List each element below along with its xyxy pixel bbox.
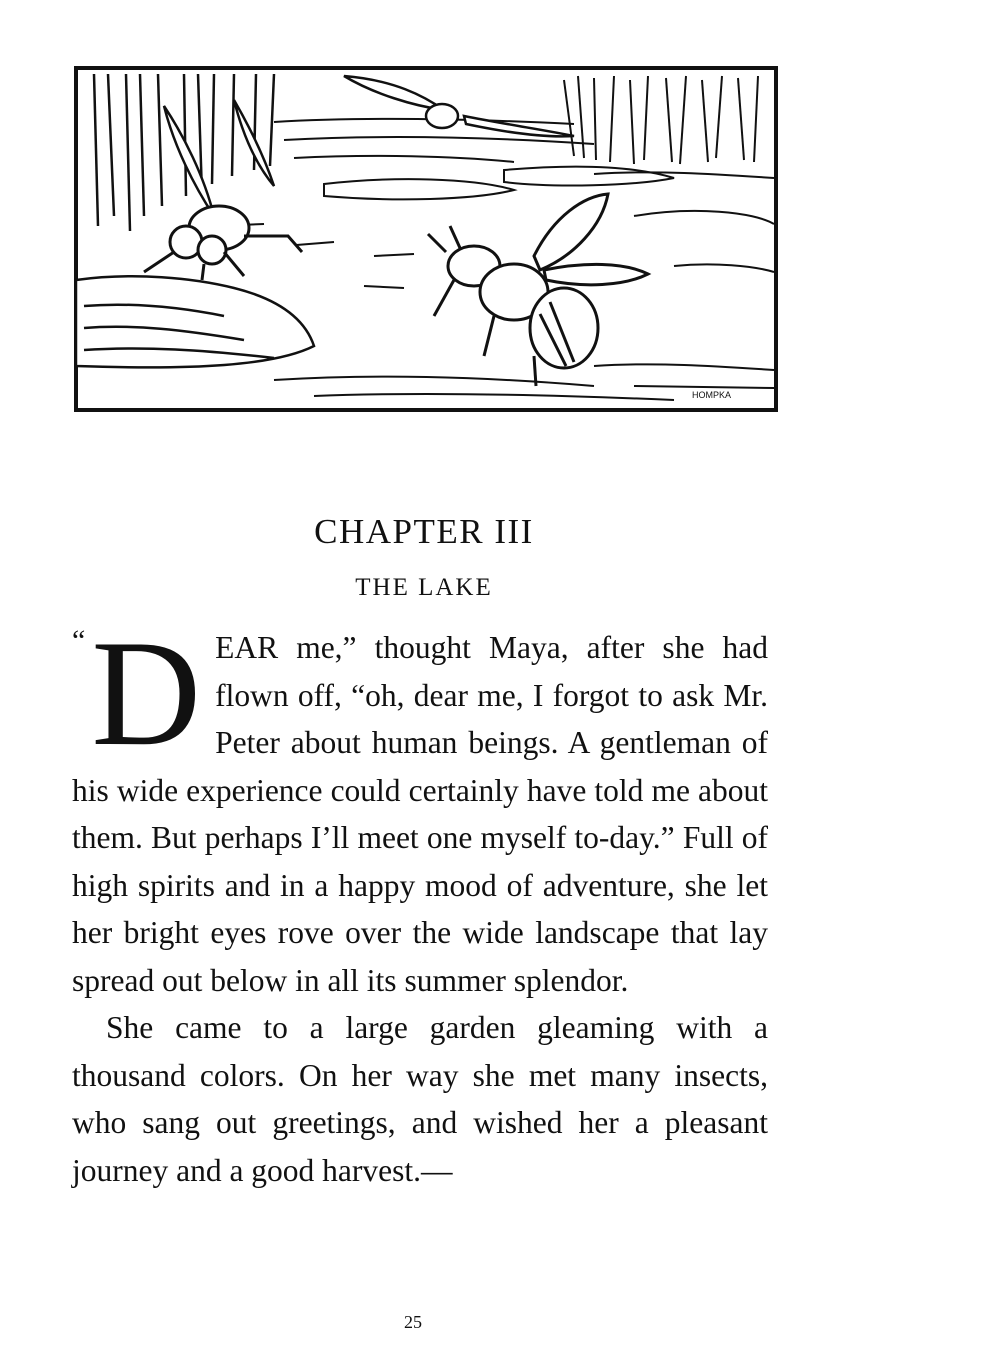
- artist-signature: HOMPKA: [692, 390, 732, 400]
- paragraph-2: She came to a large garden gleaming with a thousand colors. On her way she met many insects, who sang out greetings, and wished her a pleasant journey and a good harvest.—: [72, 1010, 768, 1188]
- chapter-subtitle: THE LAKE: [355, 574, 493, 601]
- chapter-title: CHAPTER III: [314, 512, 534, 551]
- body-text: [72, 609, 768, 1194]
- drop-cap: D: [91, 609, 202, 777]
- page-number: 25: [404, 1312, 422, 1332]
- opening-quote: “: [72, 624, 86, 657]
- paragraph-1: [72, 609, 768, 1004]
- insects-by-lake-drawing: [74, 66, 778, 412]
- chapter-illustration: [74, 66, 778, 412]
- paragraph-1-text: EAR me,” thought Maya, after she had flown off, “oh, dear me, I forgot to ask Mr. Peter about human beings. A gentleman of his wide experience could certainly have told me about them. But perhaps I’ll meet one myself to-day.” Full of high spirits and in a happy mood of adventure, she let her bright eyes rove over the wide landscape that lay spread out below in all its summer splendor.: [72, 630, 768, 998]
